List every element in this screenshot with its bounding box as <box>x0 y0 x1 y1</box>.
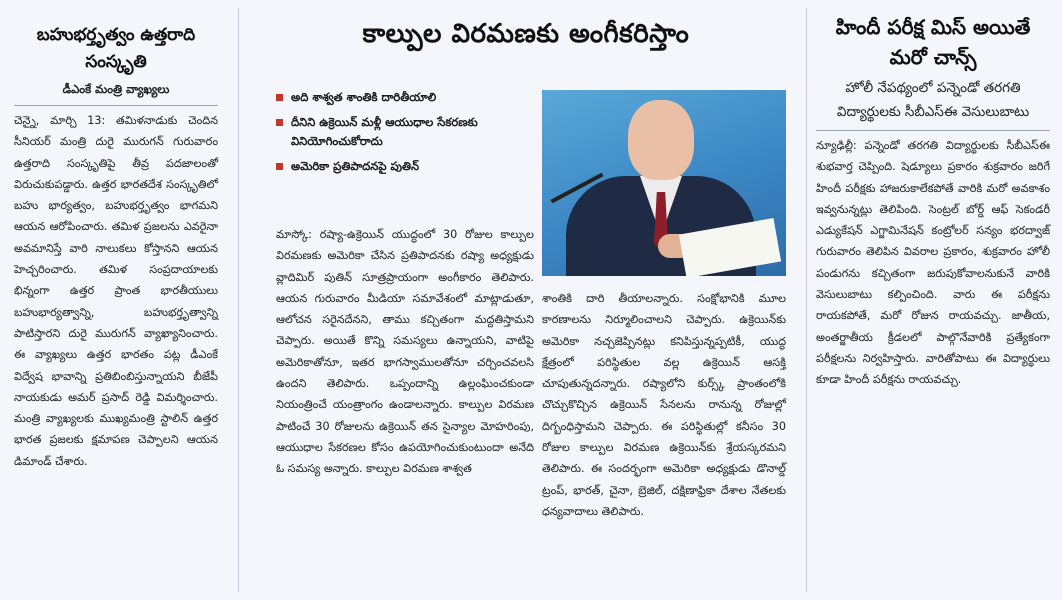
center-article <box>256 0 796 600</box>
center-body-col1: మాస్కో: రష్యా-ఉక్రెయిన్ యుద్ధంలో 30 రోజుల కాల్పుల విరమణకు అమెరికా చేసిన ప్రతిపాదనకు రష్యా అధ్యక్షుడు వ్లాదిమిర్ పుతిన్ సూత్రప్రాయంగా అంగీకారం తెలిపారు. ఆయన గురువారం మీడియా సమావేశంలో మాట్లాడుతూ, ఆలోచన సరైనదేనని, తాము కచ్చితంగా మద్దతిస్తామని చెప్పారు. అయితే కొన్ని సమస్యలు ఉన్నాయని, వాటిపై అమెరికాతోనూ, ఇతర భాగస్వాములతోనూ చర్చించవలసి ఉందని తెలిపారు. ఒప్పందాన్ని ఉల్లంఘించకుండా నియంత్రించే యంత్రాంగం ఉండాలన్నారు. కాల్పుల విరమణ పాటించే 30 రోజులను ఉక్రెయిన్ తన సైన్యాల మోహరింపు, ఆయుధాల సేకరణల కోసం ఉపయోగించుకుంటుందా అనేది ఓ సమస్య అన్నారు. కాల్పుల విరమణ శాశ్వత <box>276 228 534 476</box>
column-rule-left <box>238 8 239 592</box>
right-body: న్యూఢిల్లీ: పన్నెండో తరగతి విద్యార్థులకు సీబీఎస్ఈ శుభవార్త చెప్పింది. షెడ్యూలు ప్రకారం శుక్రవారం జరిగే హిందీ పరీక్షకు హాజరుకాలేకపోతే వారికి మరో అవకాశం ఇవ్వనున్నట్లు తెలిపింది. సెంట్రల్ బోర్డ్ ఆఫ్ సెకండరీ ఎడ్యుకేషన్ ఎగ్జామినేషన్ కంట్రోలర్ సన్యం భరద్వాజ్ గురువారం తెలిపిన వివరాల ప్రకారం, శుక్రవారం హోలీ పండుగను కచ్చితంగా జరుపుకోవాలనుకునే వారికి వెసులుబాటు కల్పించింది. వారు ఈ పరీక్షను రాయకపోతే, మరో రోజున రాయవచ్చు. జాతీయ, అంతర్జాతీయ క్రీడలలో పాల్గొనేవారికి ప్రత్యేకంగా పరీక్షలను నిర్వహిస్తారు. వారితోపాటు ఈ విద్యార్థులు కూడా హిందీ పరీక్షను రాయవచ్చు. <box>816 139 1050 387</box>
bullet-icon <box>276 94 283 101</box>
left-headline: బహుభర్తృత్వం ఉత్తరాది సంస్కృతి <box>36 25 196 72</box>
bullet-icon <box>276 119 283 126</box>
news-photo <box>542 90 786 276</box>
column-rule-right <box>806 8 807 592</box>
center-headline: కాల్పుల విరమణకు అంగీకరిస్తాం <box>362 19 690 49</box>
bullet-text: అమెరికా ప్రతిపాదనపై పుతిన్ <box>291 159 420 173</box>
bullet-item <box>276 88 534 107</box>
bullet-list <box>276 88 534 182</box>
right-subhead: హోలీ నేపథ్యంలో పన్నెండో తరగతి విద్యార్థులకు సీబీఎస్ఈ వెసులుబాటు <box>836 80 1030 120</box>
left-body: చెన్నై, మార్చి 13: తమిళనాడుకు చెందిన సీనియర్ మంత్రి దురై మురుగన్ గురువారం ఉత్తరాది సంస్కృతిపై తీవ్ర పదజాలంతో విరుచుకుపడ్డారు. ఉత్తర భారతదేశ సంస్కృతిలో బహు భార్యత్వం, బహుభర్తృత్వం భాగమని ఆయన ఆరోపించారు. తమిళ ప్రజలను ఎవరైనా అవమానిస్తే వారి నాలుకలు కోస్తానని ఆయన హెచ్చరించారు. తమిళ సంప్రదాయాలకు భిన్నంగా ఉత్తర ప్రాంత భారతీయులు బహుభార్యత్వాన్ని, బహుభర్తృత్వాన్ని పాటిస్తారని దురై మురుగన్ వ్యాఖ్యానించారు. ఈ వ్యాఖ్యలు ఉత్తర భారతం పట్ల డీఎంకే విద్వేష భావాన్ని ప్రతిబింబిస్తున్నాయని బీజేపీ నాయకుడు అమర్ ప్రసాద్ రెడ్డి విమర్శించారు. మంత్రి వ్యాఖ్యలకు ముఖ్యమంత్రి స్టాలిన్ ఉత్తర భారత ప్రజలకు క్షమాపణ చెప్పాలని ఆయన డిమాండ్ చేశారు. <box>14 114 218 468</box>
right-article <box>816 0 1050 391</box>
right-divider <box>816 130 1050 131</box>
bullet-text: అది శాశ్వత శాంతికి దారితీయాలి <box>291 90 437 104</box>
left-divider <box>14 105 218 106</box>
bullet-text: దీనిని ఉక్రెయిన్ మళ్లీ ఆయుధాల సేకరణకు వినియోగించుకోరాదు <box>291 115 478 148</box>
center-body-col2: శాంతికి దారి తీయాలన్నారు. సంక్షోభానికి మూల కారణాలను నిర్మూలించాలని చెప్పారు. ఉక్రెయిన్‌కు అమెరికా నచ్చజెప్పినట్లు కనిపిస్తున్నప్పటికీ, యుద్ధ క్షేత్రంలో పరిస్థితుల వల్ల ఉక్రెయిన్ ఆసక్తి చూపుతున్నదన్నారు. రష్యాలోని కుర్స్క్ ప్రాంతంలోకి చొచ్చుకొచ్చిన ఉక్రెయిన్ సేనలను రానున్న రోజుల్లో దిగ్బంధిస్తామని చెప్పారు. ఈ పరిస్థితుల్లో కనీసం 30 రోజుల కాల్పుల విరమణ ఉక్రెయిన్‌కు శ్రేయస్కరమని తెలిపారు. ఈ సందర్భంగా అమెరికా అధ్యక్షుడు డొనాల్డ్ ట్రంప్, భారత్, చైనా, బ్రెజిల్, దక్షిణాఫ్రికా దేశాల నేతలకు ధన్యవాదాలు తెలిపారు. <box>542 292 786 518</box>
bullet-item <box>276 157 534 176</box>
left-subhead: డీఎంకే మంత్రి వ్యాఖ్యలు <box>62 82 170 96</box>
bullet-item <box>276 113 534 151</box>
photo-face <box>628 100 694 180</box>
bullet-icon <box>276 163 283 170</box>
right-headline: హిందీ పరీక్ష మిస్ అయితే మరో చాన్స్ <box>835 15 1031 69</box>
left-article <box>14 0 218 472</box>
